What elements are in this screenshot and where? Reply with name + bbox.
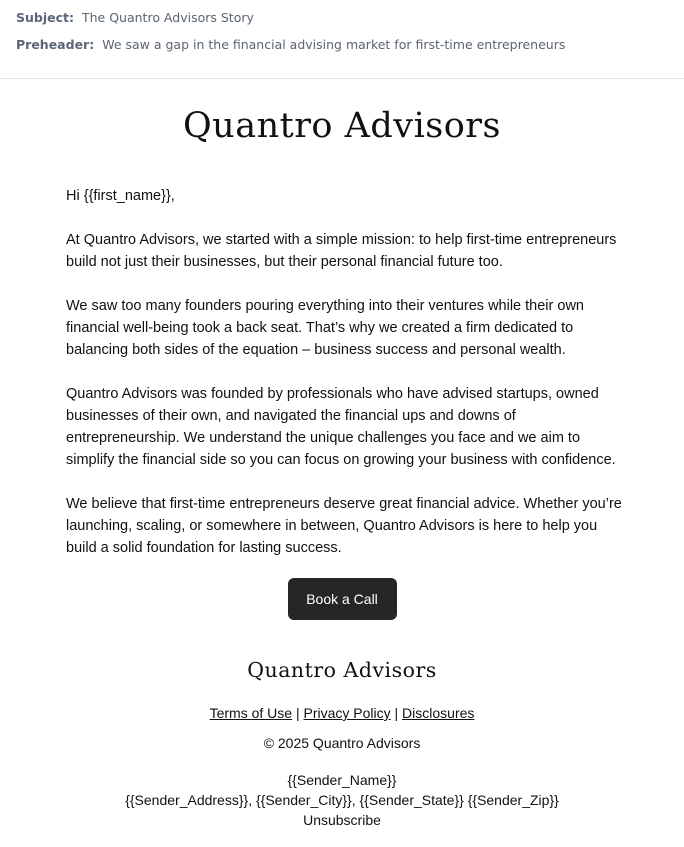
footer-logo: Quantro Advisors xyxy=(247,658,437,682)
preheader-row xyxy=(16,37,668,64)
body-paragraph-3: Quantro Advisors was founded by professionals who have advised startups, owned businesses of their own, and navigated the financial ups and downs of entrepreneurship. We understand the unique challenges you face and we aim to simplify the financial side so you can focus on growing your business with confidence. xyxy=(66,386,616,468)
greeting: Hi {{first_name}}, xyxy=(66,188,175,204)
copyright-text: © 2025 Quantro Advisors xyxy=(263,735,421,751)
book-a-call-button[interactable]: Book a Call xyxy=(288,578,397,620)
privacy-policy-link[interactable]: Privacy Policy xyxy=(303,705,391,721)
subject-row xyxy=(16,10,668,37)
body-paragraph-1: At Quantro Advisors, we started with a simple mission: to help first-time entrepreneurs build not just their businesses, but their personal financial future too. xyxy=(66,232,617,270)
body-paragraph-2: We saw too many founders pouring everything into their ventures while their own financial well-being took a back seat. That’s why we created a firm dedicated to balancing both sides of the equation – business success and personal wealth. xyxy=(66,298,584,358)
header-logo: Quantro Advisors xyxy=(182,106,501,146)
sender-address: {{Sender_Address}}, {{Sender_City}}, {{Sender_State}} {{Sender_Zip}} xyxy=(125,792,559,808)
sender-block xyxy=(0,770,684,830)
footer-links xyxy=(0,703,684,723)
link-separator: | xyxy=(390,705,403,721)
disclosures-link[interactable]: Disclosures xyxy=(402,705,475,721)
email-body xyxy=(66,185,626,581)
unsubscribe-link[interactable]: Unsubscribe xyxy=(303,812,381,828)
subject-label: Subject: xyxy=(16,10,74,25)
body-paragraph-4: We believe that first-time entrepreneurs deserve great financial advice. Whether you’re launching, scaling, or somewhere in between, Quantro Advisors is here to help you build a solid foundation for lasting success. xyxy=(66,496,622,556)
cta-container xyxy=(0,578,684,620)
email-meta-panel xyxy=(0,0,684,79)
subject-value: The Quantro Advisors Story xyxy=(81,10,254,25)
preheader-label: Preheader: xyxy=(16,37,95,52)
preheader-value: We saw a gap in the financial advising market for first-time entrepreneurs xyxy=(102,37,566,52)
sender-name: {{Sender_Name}} xyxy=(287,772,397,788)
terms-of-use-link[interactable]: Terms of Use xyxy=(209,705,293,721)
link-separator: | xyxy=(292,705,304,721)
